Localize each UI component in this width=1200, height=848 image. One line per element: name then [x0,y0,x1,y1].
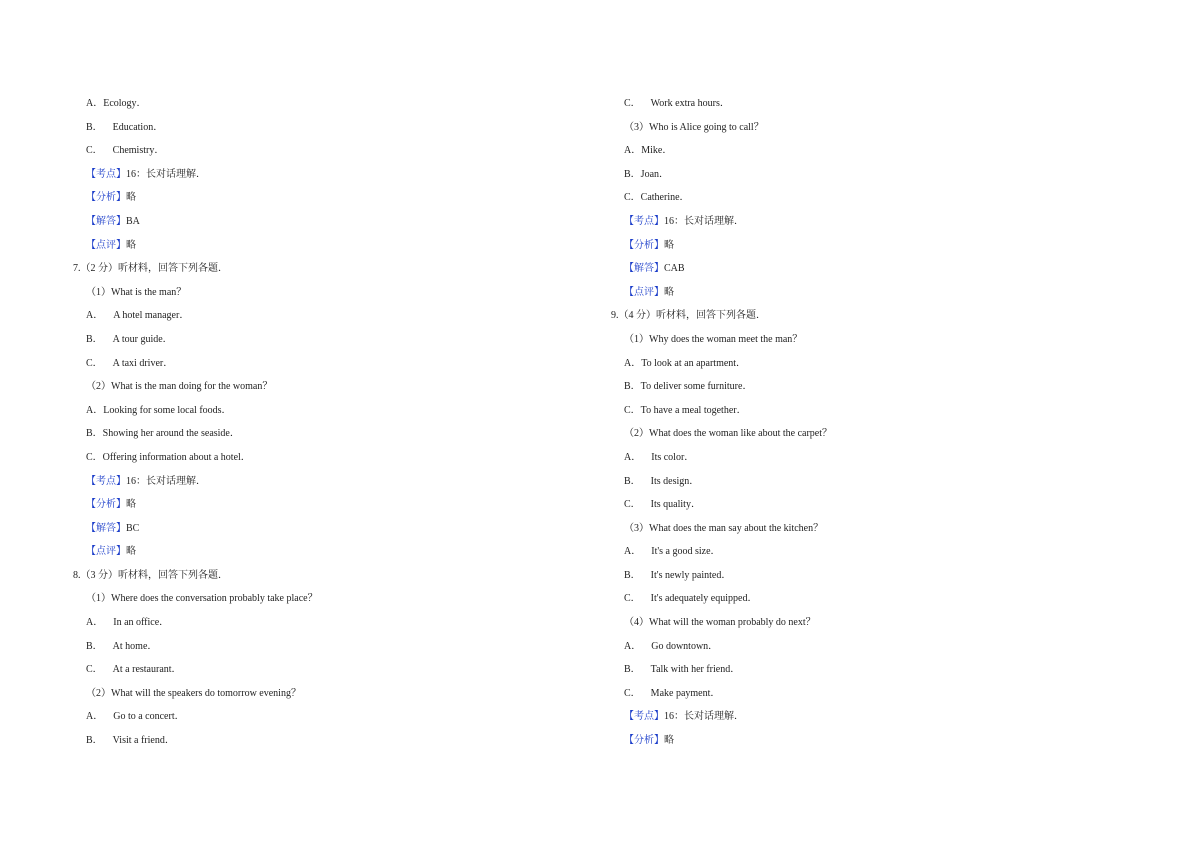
option-label: A． [86,98,104,109]
analysis-tag: 【分析】 [624,735,664,747]
answer-option [611,399,1091,423]
option-text: A hotel manager． [113,310,190,322]
analysis-line [73,234,553,258]
option-text: Looking for some local foods． [103,404,232,416]
option-label: C． [86,145,103,157]
answer-option [611,446,1091,470]
option-text: Visit a friend． [112,735,175,747]
analysis-line [73,470,553,494]
option-text: It's adequately equipped． [650,593,758,605]
option-label: A． [86,617,104,629]
answer-option [73,635,553,659]
option-text: A tour guide． [112,333,173,345]
analysis-tag: 【解答】 [624,263,664,275]
analysis-line [611,210,1091,234]
option-text: Catherine． [640,192,690,204]
answer-option [73,304,553,328]
answer-option [73,705,553,729]
analysis-text: 16：长对话理解． [664,711,744,723]
option-label: C． [624,687,641,699]
analysis-text: 16：长对话理解． [126,475,206,487]
option-text: Mike． [641,145,673,157]
option-text: Education． [112,121,164,133]
analysis-text: 略 [664,735,674,747]
option-label: C． [624,192,641,204]
option-label: A． [624,640,642,652]
option-text: To have a meal together． [640,404,747,416]
option-label: B． [86,735,103,747]
analysis-line [73,186,553,210]
option-label: B． [624,664,641,676]
sub-question: （3）Who is Alice going to call？ [624,121,764,133]
right-column [611,92,1091,753]
answer-option [611,163,1091,187]
option-text: Chemistry． [112,145,165,157]
analysis-text: 略 [126,546,136,558]
analysis-tag: 【考点】 [86,475,126,487]
analysis-text: 略 [126,239,136,251]
option-label: B． [86,333,103,345]
option-label: A． [86,404,104,416]
option-text: In an office． [113,617,170,629]
analysis-tag: 【分析】 [86,499,126,511]
answer-option [73,729,553,753]
analysis-tag: 【点评】 [86,239,126,251]
option-text: Showing her around the seaside． [102,428,240,440]
analysis-tag: 【点评】 [86,546,126,558]
analysis-line [73,517,553,541]
answer-option [611,587,1091,611]
sub-question: （2）What will the speakers do tomorrow evening？ [86,687,301,699]
answer-option [73,399,553,423]
option-label: B． [624,475,641,487]
analysis-line [611,705,1091,729]
option-text: Offering information about a hotel． [102,451,251,463]
option-text: Its color． [651,451,695,463]
option-text: Work extra hours． [650,98,730,109]
sub-question: （4）What will the woman probably do next？ [624,617,816,629]
option-text: To look at an apartment． [641,357,747,369]
sub-question: （1）Where does the conversation probably take place？ [86,593,318,605]
option-text: Go to a concert． [113,711,185,723]
analysis-line [73,210,553,234]
option-label: C． [86,664,103,676]
analysis-tag: 【点评】 [624,286,664,298]
option-label: C． [624,98,641,109]
question-heading: 8.（3 分）听材料，回答下列各题． [73,569,228,581]
answer-option [73,92,553,116]
analysis-tag: 【考点】 [624,215,664,227]
option-label: A． [624,546,642,558]
sub-question: （1）Why does the woman meet the man？ [624,333,803,345]
option-text: At a restaurant． [112,664,182,676]
analysis-tag: 【分析】 [624,239,664,251]
analysis-text: BA [126,215,140,227]
option-text: Its design． [650,475,700,487]
analysis-line [73,493,553,517]
answer-option [73,422,553,446]
answer-option [611,186,1091,210]
analysis-tag: 【考点】 [86,168,126,180]
answer-option [73,446,553,470]
option-label: C． [624,593,641,605]
analysis-text: 略 [126,192,136,204]
option-label: C． [624,404,641,416]
answer-option [611,564,1091,588]
analysis-line [611,257,1091,281]
question-heading: 9.（4 分）听材料，回答下列各题． [611,310,766,322]
analysis-tag: 【分析】 [86,192,126,204]
answer-option [611,352,1091,376]
sub-question: （3）What does the man say about the kitchen？ [624,522,824,534]
option-label: B． [86,640,103,652]
answer-option [611,375,1091,399]
answer-option [73,328,553,352]
answer-option [611,470,1091,494]
option-label: A． [624,145,642,157]
answer-option [73,611,553,635]
option-label: B． [624,569,641,581]
answer-option [611,493,1091,517]
option-text: It's a good size． [651,546,721,558]
answer-option [73,116,553,140]
option-text: Ecology． [103,98,147,109]
option-label: B． [624,168,641,180]
option-text: To deliver some furniture． [640,381,753,393]
option-label: A． [624,451,642,463]
option-label: B． [86,428,103,440]
option-label: A． [86,711,104,723]
option-label: A． [624,357,642,369]
answer-option [611,658,1091,682]
option-text: It's newly painted． [650,569,732,581]
option-text: Its quality． [650,499,701,511]
answer-option [611,540,1091,564]
option-text: Make payment． [650,687,721,699]
answer-option [73,658,553,682]
option-text: At home． [112,640,158,652]
answer-option [611,682,1091,706]
analysis-text: 16：长对话理解． [664,215,744,227]
analysis-line [611,729,1091,753]
answer-option [73,139,553,163]
analysis-line [73,163,553,187]
analysis-text: 16：长对话理解． [126,168,206,180]
analysis-text: 略 [664,239,674,251]
analysis-text: CAB [664,263,685,275]
sub-question: （2）What is the man doing for the woman？ [86,381,273,393]
option-label: A． [86,310,104,322]
option-label: B． [624,381,641,393]
analysis-tag: 【解答】 [86,522,126,534]
analysis-line [611,281,1091,305]
analysis-tag: 【考点】 [624,711,664,723]
option-label: C． [624,499,641,511]
analysis-text: 略 [664,286,674,298]
analysis-text: 略 [126,499,136,511]
answer-option [73,352,553,376]
left-column [73,92,553,753]
analysis-line [73,540,553,564]
option-text: Talk with her friend． [650,664,741,676]
sub-question: （2）What does the woman like about the carpet？ [624,428,832,440]
sub-question: （1）What is the man？ [86,286,187,298]
option-label: B． [86,121,103,133]
analysis-line [611,234,1091,258]
answer-option [611,635,1091,659]
option-text: A taxi driver． [112,357,174,369]
option-label: C． [86,451,103,463]
analysis-text: BC [126,522,140,534]
option-label: C． [86,357,103,369]
option-text: Go downtown． [651,640,719,652]
question-heading: 7.（2 分）听材料，回答下列各题． [73,263,228,275]
answer-option [611,92,1091,116]
analysis-tag: 【解答】 [86,215,126,227]
answer-option [611,139,1091,163]
option-text: Joan． [640,168,670,180]
